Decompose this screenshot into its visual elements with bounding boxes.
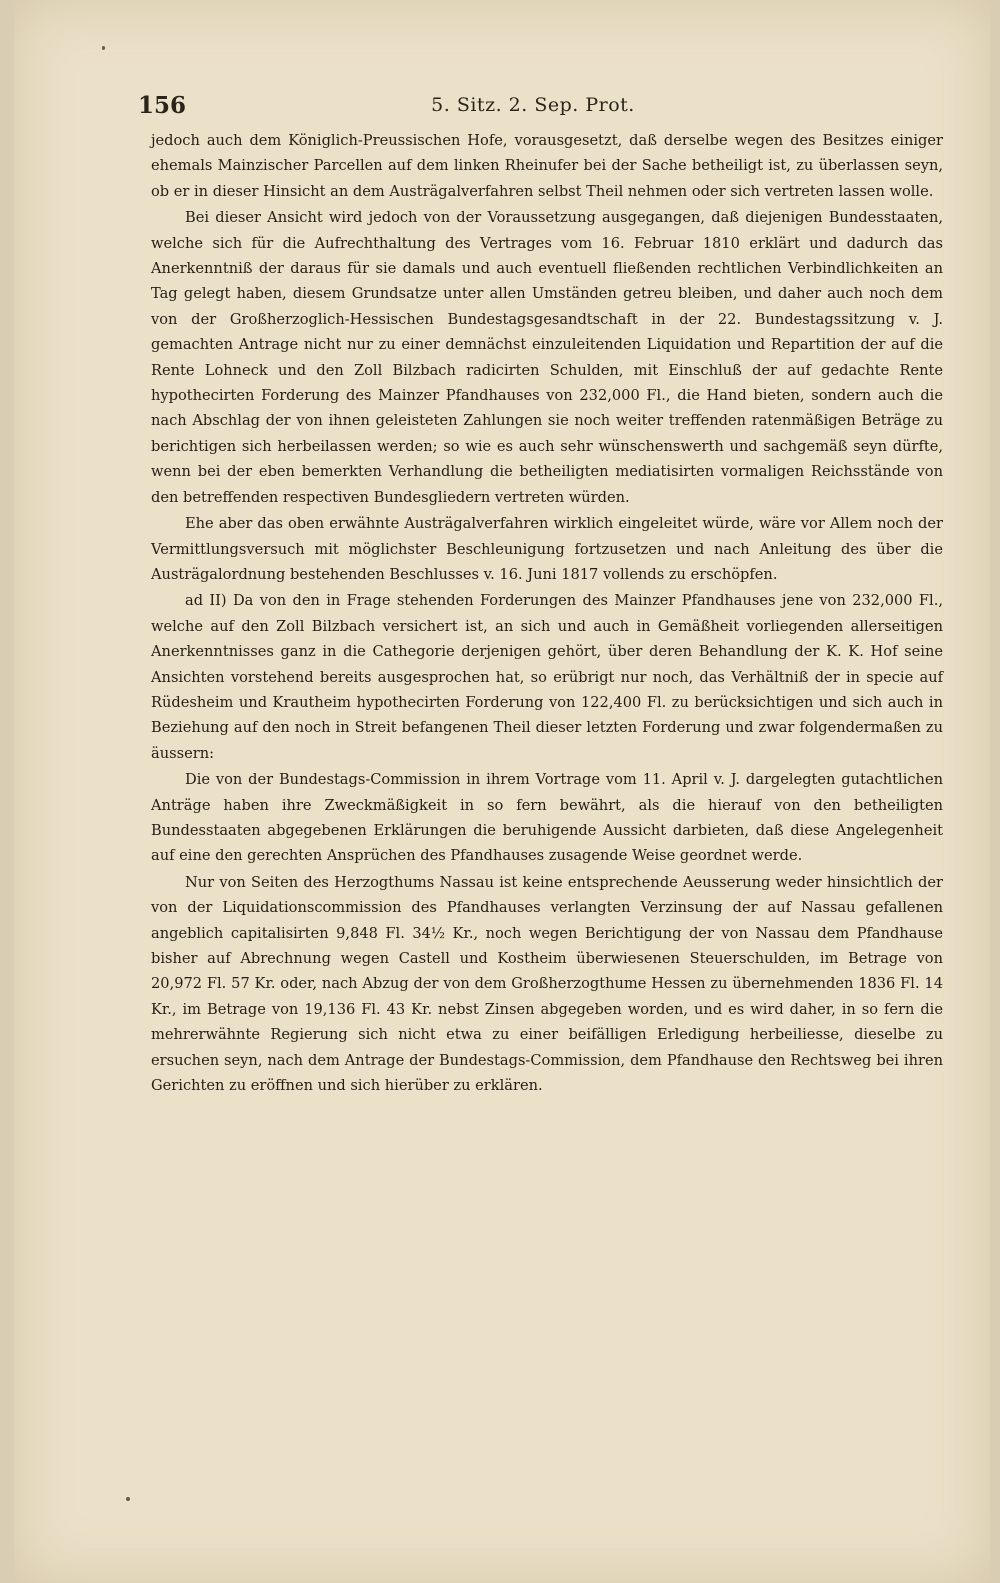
paper-speck — [102, 46, 105, 50]
paragraph-continuation: jedoch auch dem Königlich-Preussischen Hofe, vorausgesetzt, daß derselbe wegen des Besitzes einiger ehemals Mainzischer Parcellen auf dem linken Rheinufer bei der Sache betheiligt ist, zu überlassen seyn, ob er in dieser Hinsicht an dem Austrägalverfahren selbst Theil nehmen oder sich vertreten lassen wolle. — [151, 132, 943, 200]
paragraph: Ehe aber das oben erwähnte Austrägalverfahren wirklich eingeleitet würde, wäre vor Allem noch der Vermittlungsversuch mit möglichster Beschleunigung fortzusetzen und nach Anleitung des über die Austrägalordnung bestehenden Beschlusses v. 16. Juni 1817 vollends zu erschöpfen. — [151, 515, 943, 583]
paragraph: Die von der Bundestags-Commission in ihrem Vortrage vom 11. April v. J. dargelegten gutachtlichen Anträge haben ihre Zweckmäßigkeit in so fern bewährt, als die hierauf von den betheiligten Bundesstaaten abgegebenen Erklärungen die beruhigende Aussicht darbieten, daß diese Angelegenheit auf eine den gerechten Ansprüchen des Pfandhauses zusagende Weise geordnet werde. — [151, 771, 943, 865]
paragraph-ad-ii: ad II) Da von den in Frage stehenden Forderungen des Mainzer Pfandhauses jene von 232,000 Fl., welche auf den Zoll Bilzbach versichert ist, an sich und auch in Gemäßheit vorliegenden allerseitigen Anerkenntnisses ganz in die Cathegorie derjenigen gehört, über deren Behandlung der K. K. Hof seine Ansichten vorstehend bereits ausgesprochen hat, so erübrigt nur noch, das Verhältniß der in specie auf Rüdesheim und Krautheim hypothecirten Forderung von 122,400 Fl. zu berücksichtigen und sich auch in Beziehung auf den noch in Streit befangenen Theil dieser letzten Forderung und zwar folgendermaßen zu äussern: — [151, 592, 943, 762]
paper-speck — [126, 1497, 130, 1501]
scanned-page — [14, 0, 990, 1583]
page-number: 156 — [138, 92, 187, 119]
body-text — [151, 128, 943, 1099]
paragraph: Nur von Seiten des Herzogthums Nassau ist keine entsprechende Aeusserung weder hinsichtlich der von der Liquidationscommission des Pfandhauses verlangten Verzinsung der auf Nassau gefallenen angeblich capitalisirten 9,848 Fl. 34½ Kr., noch wegen Berichtigung der von Nassau dem Pfandhause bisher auf Abrechnung wegen Castell und Kostheim überwiesenen Steuerschulden, im Betrage von 20,972 Fl. 57 Kr. oder, nach Abzug der von dem Großherzogthume Hessen zu übernehmenden 1836 Fl. 14 Kr., im Betrage von 19,136 Fl. 43 Kr. nebst Zinsen abgegeben worden, und es wird daher, in so fern die mehrerwähnte Regierung sich nicht etwa zu einer beifälligen Erledigung herbeiliesse, dieselbe zu ersuchen seyn, nach dem Antrage der Bundestags-Commission, dem Pfandhause den Rechtsweg bei ihren Gerichten zu eröffnen und sich hierüber zu erklären. — [151, 873, 943, 1095]
paragraph: Bei dieser Ansicht wird jedoch von der Voraussetzung ausgegangen, daß diejenigen Bundesstaaten, welche sich für die Aufrechthaltung des Vertrages vom 16. Februar 1810 erklärt und dadurch das Anerkenntniß der daraus für sie damals und auch eventuell fließenden rechtlichen Verbindlichkeiten an Tag gelegt haben, diesem Grundsatze unter allen Umständen getreu bleiben, und daher auch noch dem von der Großherzoglich-Hessischen Bundestagsgesandtschaft in der 22. Bundestagssitzung v. J. gemachten Antrage nicht nur zu einer demnächst einzuleitenden Liquidation und Repartition der auf die Rente Lohneck und den Zoll Bilzbach radicirten Schulden, mit Einschluß der auf gedachte Rente hypothecirten Forderung des Mainzer Pfandhauses von 232,000 Fl., die Hand bieten, sondern auch die nach Abschlag der von ihnen geleisteten Zahlungen sie noch weiter treffenden ratenmäßigen Beträge zu berichtigen sich herbeilassen werden; so wie es auch sehr wünschenswerth und sachgemäß seyn dürfte, wenn bei der eben bemerkten Verhandlung die betheiligten mediatisirten vormaligen Reichsstände von den betreffenden respectiven Bundesgliedern vertreten würden. — [151, 209, 943, 506]
page-header — [138, 92, 928, 122]
running-head: 5. Sitz. 2. Sep. Prot. — [431, 94, 635, 116]
